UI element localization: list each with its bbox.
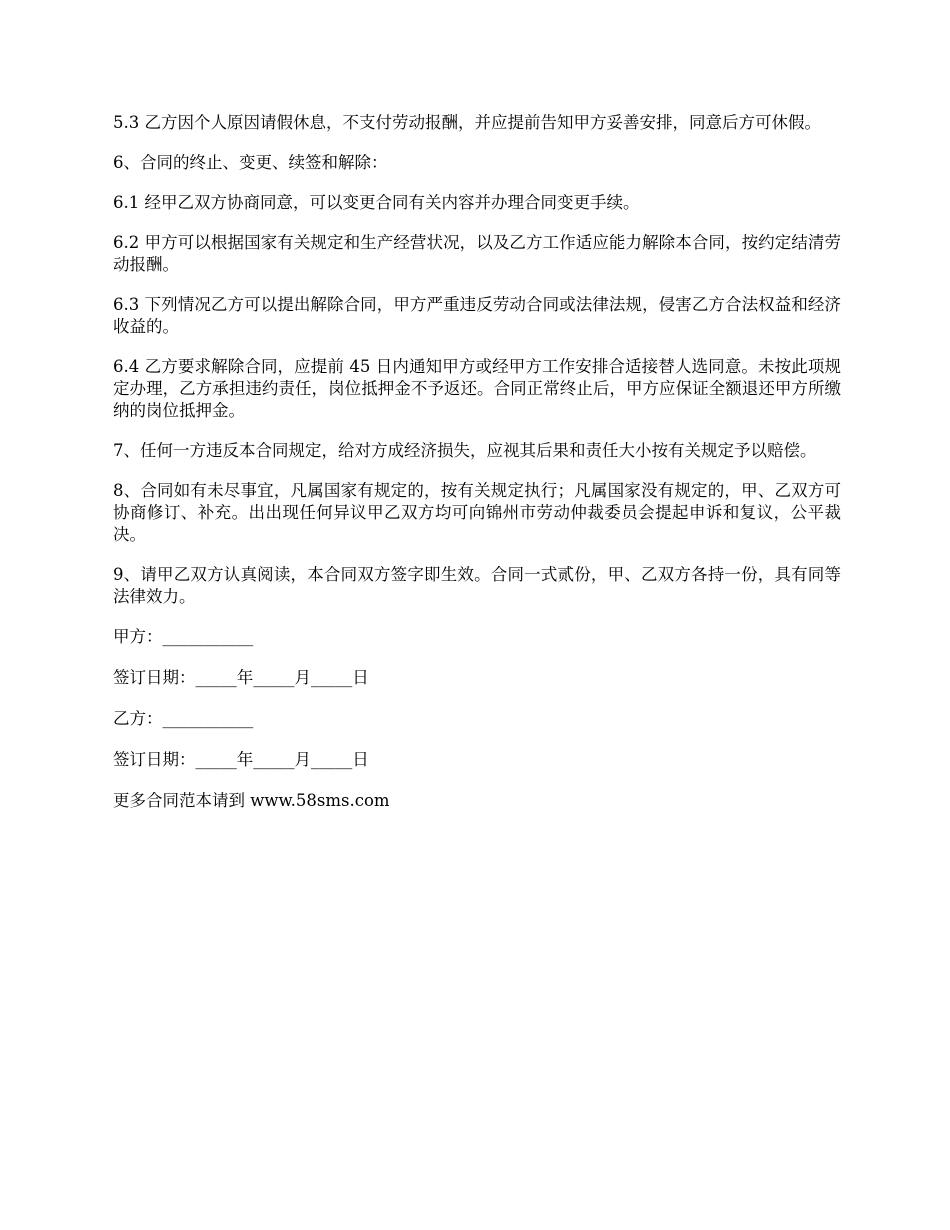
party-a-sign-date: 签订日期：_____年_____月_____日 xyxy=(113,668,369,687)
clause-5-3: 5.3 乙方因个人原因请假休息，不支付劳动报酬，并应提前告知甲方妥善安排，同意后方可休假。 xyxy=(113,113,821,132)
clause-6-1: 6.1 经甲乙双方协商同意，可以变更合同有关内容并办理合同变更手续。 xyxy=(113,193,640,212)
clause-6-3: 6.3 下列情况乙方可以提出解除合同，甲方严重违反劳动合同或法律法规，侵害乙方合法权益和经济收益的。 xyxy=(113,295,841,336)
party-a-signature-line: 甲方：___________ xyxy=(113,627,254,646)
clause-6-4: 6.4 乙方要求解除合同，应提前 45 日内通知甲方或经甲方工作安排合适接替人选同意。未按此项规定办理，乙方承担违约责任，岗位抵押金不予返还。合同正常终止后，甲方应保证全额退还甲方所缴纳的岗位抵押金。 xyxy=(113,357,841,420)
clause-7: 7、任何一方违反本合同规定，给对方成经济损失，应视其后果和责任大小按有关规定予以赔偿。 xyxy=(113,441,817,460)
clause-8: 8、合同如有未尽事宜，凡属国家有规定的，按有关规定执行；凡属国家没有规定的，甲、乙双方可协商修订、补充。出出现任何异议甲乙双方均可向锦州市劳动仲裁委员会提起申诉和复议，公平裁决。 xyxy=(113,481,841,544)
clause-9: 9、请甲乙双方认真阅读，本合同双方签字即生效。合同一式贰份，甲、乙双方各持一份，具有同等法律效力。 xyxy=(113,565,841,606)
section-6-heading: 6、合同的终止、变更、续签和解除： xyxy=(113,153,388,172)
footer-note: 更多合同范本请到 www.58sms.com xyxy=(113,791,390,810)
party-b-sign-date: 签订日期：_____年_____月_____日 xyxy=(113,750,369,769)
document-body xyxy=(113,112,841,831)
party-b-signature-line: 乙方：___________ xyxy=(113,709,254,728)
clause-6-2: 6.2 甲方可以根据国家有关规定和生产经营状况，以及乙方工作适应能力解除本合同，按约定结清劳动报酬。 xyxy=(113,233,841,274)
